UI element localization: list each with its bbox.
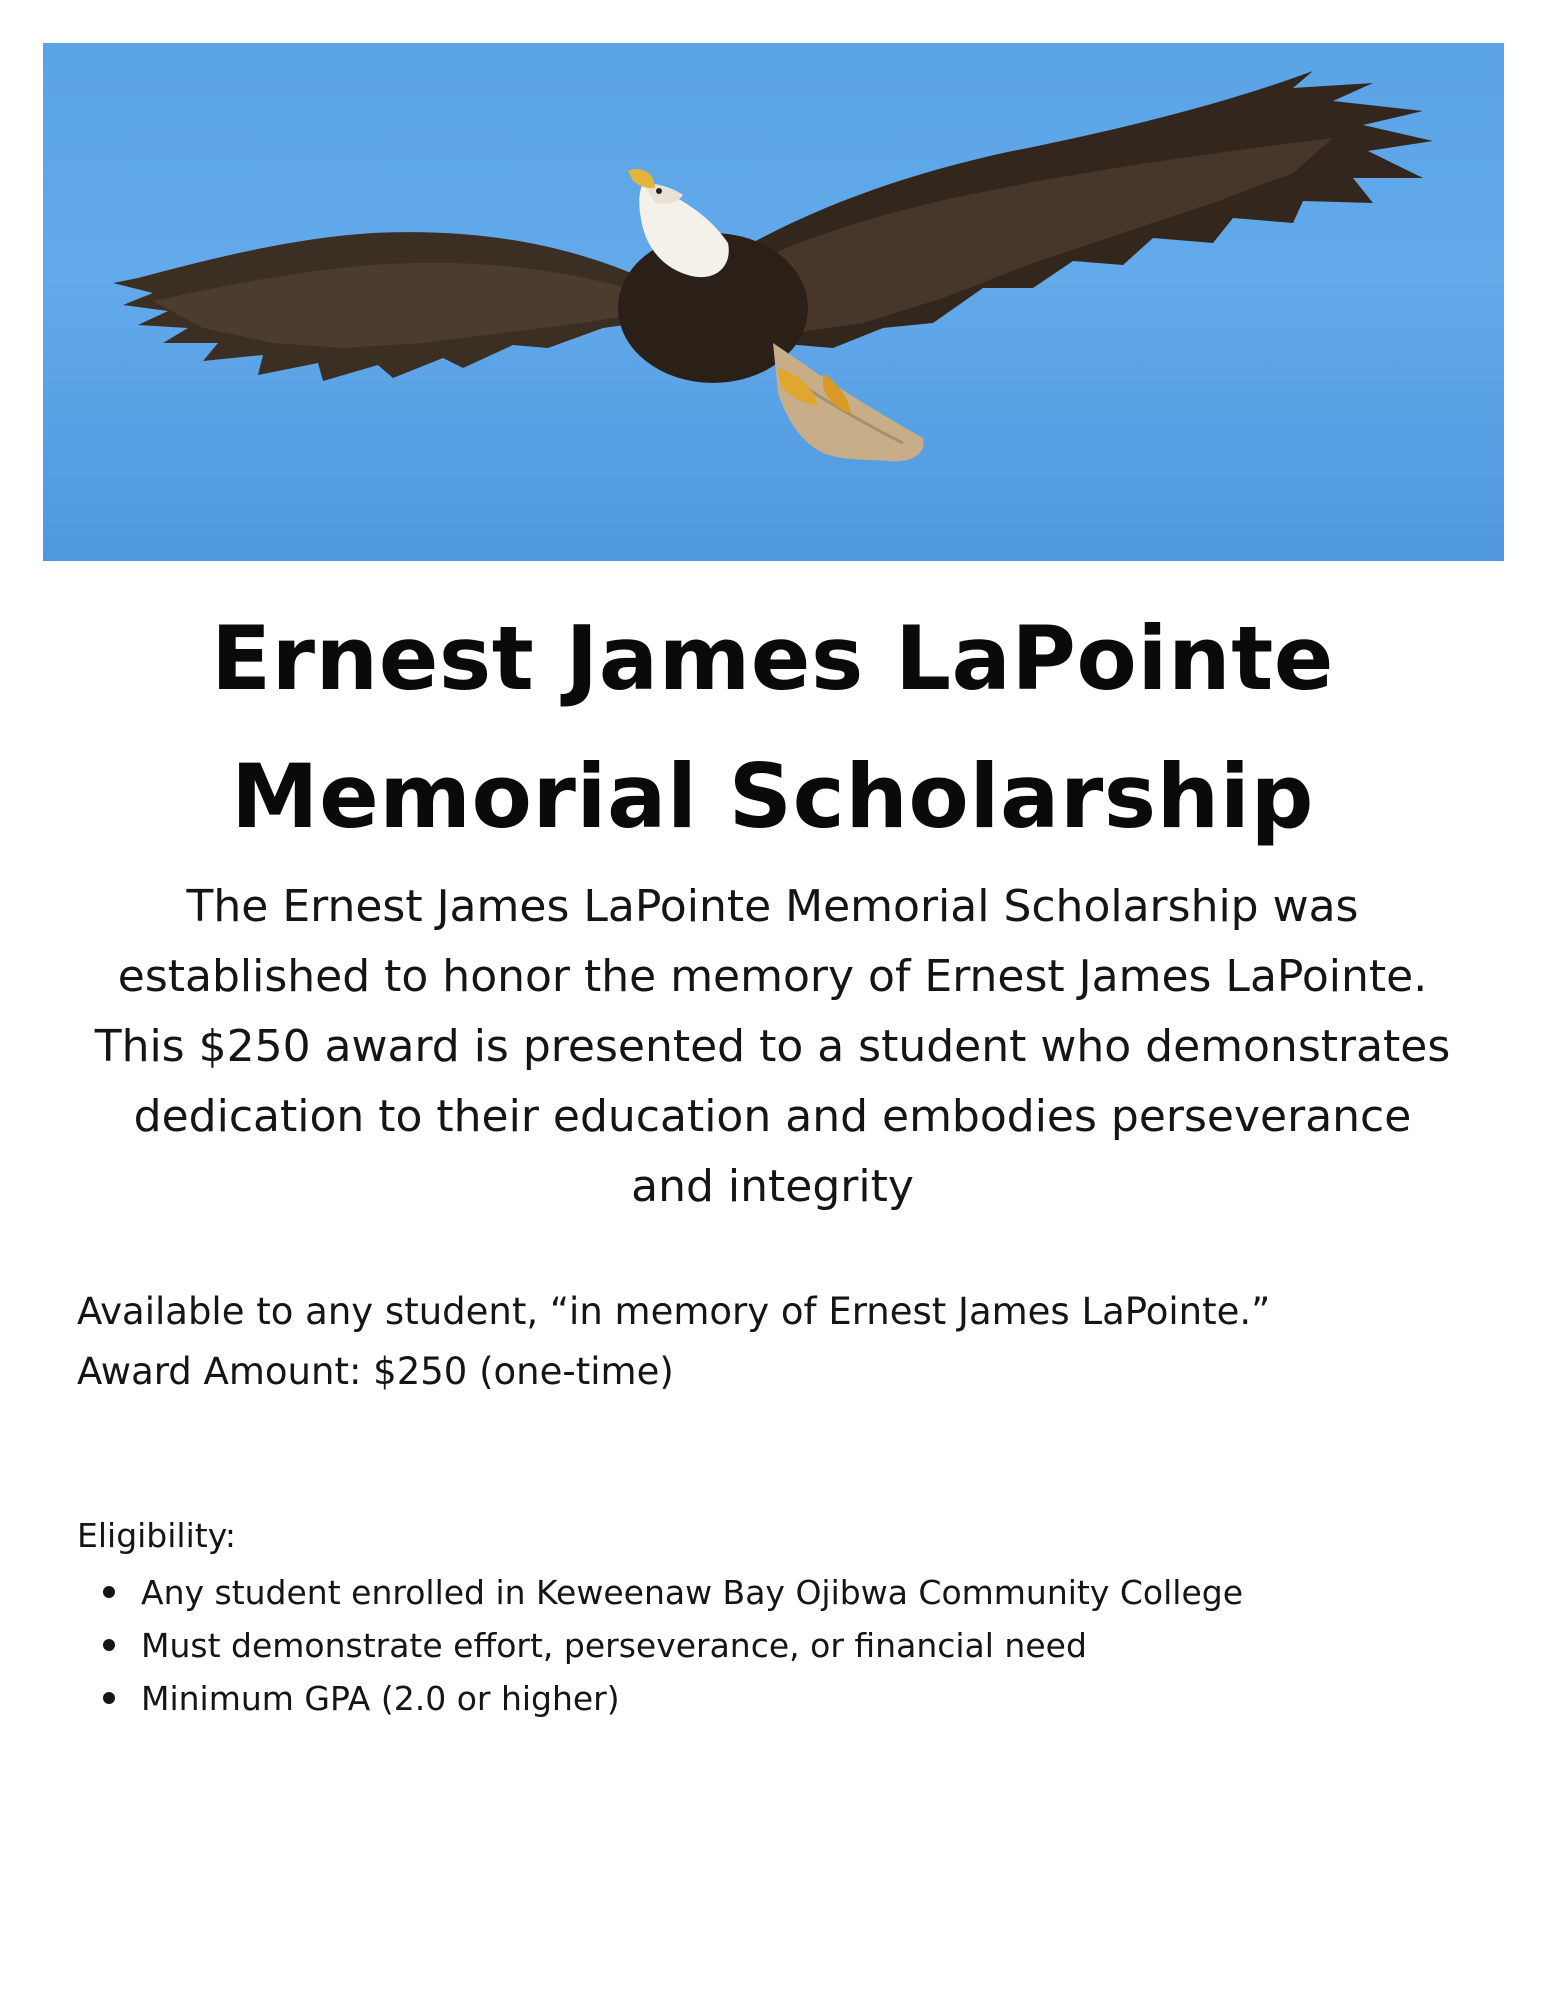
intro-line: dedication to their education and embodies perseverance [133, 1091, 1412, 1142]
eligibility-list [77, 1566, 1243, 1725]
eligibility-item [77, 1672, 1243, 1725]
eligibility-item-text: Any student enrolled in Keweenaw Bay Ojibwa Community College [141, 1573, 1244, 1612]
eagle-illustration [43, 43, 1504, 561]
bullet-icon [103, 1639, 115, 1651]
award-details [77, 1282, 1477, 1402]
intro-line: established to honor the memory of Ernest James LaPointe. [117, 951, 1428, 1002]
award-amount-text: Award Amount: $250 (one-time) [77, 1350, 674, 1393]
bullet-icon [103, 1586, 115, 1598]
eligibility-item [77, 1566, 1243, 1619]
intro-line: and integrity [631, 1161, 914, 1212]
bullet-icon [103, 1692, 115, 1704]
title-line-1: Ernest James LaPointe [211, 607, 1334, 710]
eligibility-item-text: Must demonstrate effort, perseverance, or financial need [141, 1626, 1087, 1665]
intro-line: This $250 award is presented to a student who demonstrates [94, 1021, 1451, 1072]
eagle-photo [43, 43, 1504, 561]
availability-text: Available to any student, “in memory of Ernest James LaPointe.” [77, 1290, 1271, 1333]
eligibility-heading: Eligibility: [77, 1516, 236, 1555]
intro-line: The Ernest James LaPointe Memorial Scholarship was [186, 881, 1359, 932]
eligibility-item-text: Minimum GPA (2.0 or higher) [141, 1679, 620, 1718]
intro-paragraph [20, 872, 1525, 1222]
eligibility-item [77, 1619, 1243, 1672]
title-line-2: Memorial Scholarship [231, 745, 1314, 848]
page-title [0, 590, 1545, 866]
